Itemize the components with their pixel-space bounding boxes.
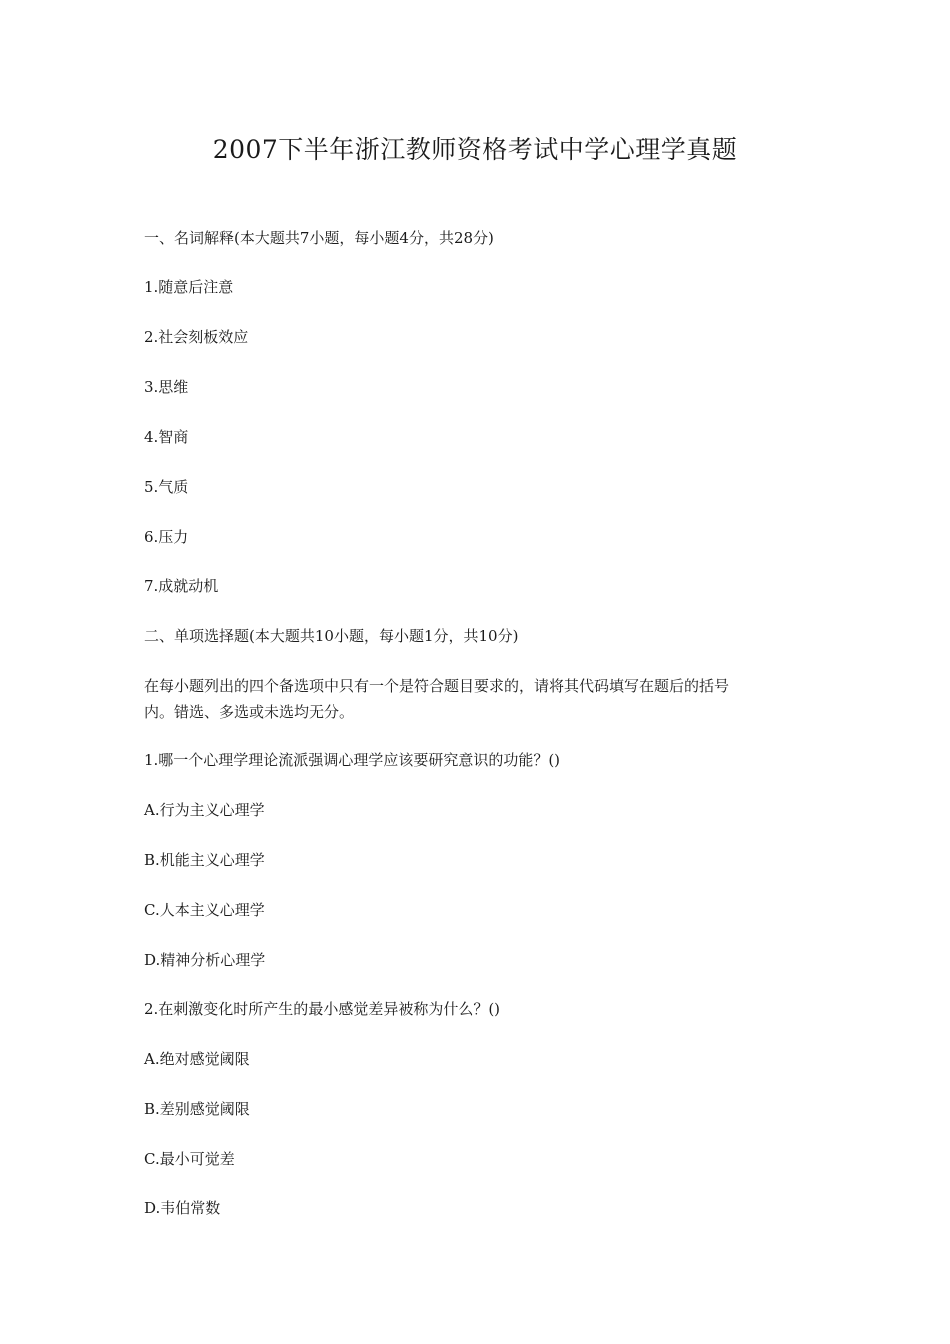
question-stem: 2.在刺激变化时所产生的最小感觉差异被称为什么？(): [144, 1000, 501, 1018]
option-item: D.精神分析心理学: [144, 951, 266, 969]
instruction-line: 内。错选、多选或未选均无分。: [144, 703, 355, 721]
option-item: B.机能主义心理学: [144, 851, 265, 869]
option-item: C.人本主义心理学: [144, 901, 265, 919]
option-item: A.绝对感觉阈限: [144, 1050, 250, 1068]
option-item: B.差别感觉阈限: [144, 1100, 250, 1118]
document-title: 2007下半年浙江教师资格考试中学心理学真题: [212, 135, 738, 164]
term-item: 6.压力: [144, 528, 189, 546]
instruction-line: 在每小题列出的四个备选项中只有一个是符合题目要求的，请将其代码填写在题后的括号: [144, 677, 730, 695]
section-2-heading: 二、单项选择题(本大题共10小题，每小题1分，共10分): [144, 627, 519, 645]
term-item: 5.气质: [144, 478, 189, 496]
term-item: 7.成就动机: [144, 577, 219, 595]
term-item: 1.随意后注意: [144, 278, 234, 296]
option-item: C.最小可觉差: [144, 1150, 235, 1168]
term-item: 3.思维: [144, 378, 189, 396]
option-item: A.行为主义心理学: [144, 801, 265, 819]
term-item: 2.社会刻板效应: [144, 328, 249, 346]
question-stem: 1.哪一个心理学理论流派强调心理学应该要研究意识的功能？(): [144, 751, 561, 769]
term-item: 4.智商: [144, 428, 189, 446]
section-1-heading: 一、名词解释(本大题共7小题，每小题4分，共28分): [144, 229, 494, 247]
option-item: D.韦伯常数: [144, 1199, 221, 1217]
